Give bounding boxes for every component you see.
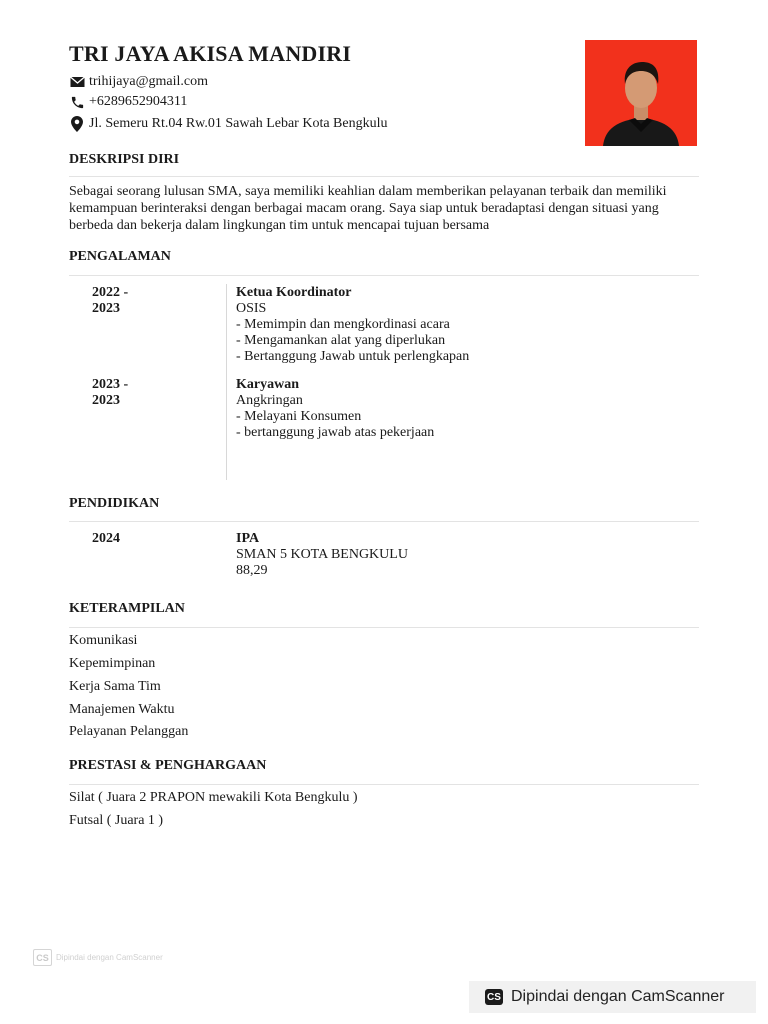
address-text: Jl. Semeru Rt.04 Rw.01 Sawah Lebar Kota Bengkulu	[89, 116, 388, 131]
camscanner-logo-icon: CS	[33, 949, 52, 966]
description-line: berbeda dan bekerja dalam lingkungan tim untuk mencapai tujuan bersama	[69, 218, 490, 233]
watermark-text: Dipindai dengan CamScanner	[56, 953, 163, 962]
badge-text: Dipindai dengan CamScanner	[511, 988, 725, 1005]
date-end: 2023	[92, 393, 120, 408]
experience-detail: - Memimpin dan mengkordinasi acara	[236, 317, 450, 332]
section-title-pendidikan: PENDIDIKAN	[69, 496, 160, 511]
date-start: 2023 -	[92, 377, 129, 392]
section-title-prestasi: PRESTASI & PENGHARGAAN	[69, 758, 267, 773]
experience-detail: - Bertanggung Jawab untuk perlengkapan	[236, 349, 470, 364]
candidate-name: TRI JAYA AKISA MANDIRI	[69, 41, 352, 66]
experience-item	[236, 377, 696, 441]
description-line: kemampuan berinteraksi dengan berbagai macam orang. Saya siap untuk beradaptasi dengan situasi yang	[69, 201, 659, 216]
section-divider	[69, 784, 699, 785]
section-divider	[69, 176, 699, 177]
camscanner-badge	[469, 981, 756, 1013]
phone-icon	[69, 94, 85, 110]
education-item	[236, 531, 696, 579]
skill-item: Pelayanan Pelanggan	[69, 724, 189, 739]
phone-text: +6289652904311	[89, 94, 188, 109]
description-paragraph	[69, 183, 709, 234]
experience-org: Angkringan	[236, 393, 303, 408]
description-line: Sebagai seorang lulusan SMA, saya memiliki keahlian dalam memberikan pelayanan terbaik dan memiliki	[69, 184, 667, 199]
skill-item: Kepemimpinan	[69, 656, 156, 671]
education-year: 2024	[92, 531, 120, 546]
profile-photo	[585, 40, 697, 146]
experience-role: Ketua Koordinator	[236, 285, 352, 300]
section-title-deskripsi: DESKRIPSI DIRI	[69, 152, 180, 167]
education-major: IPA	[236, 531, 260, 546]
section-title-keterampilan: KETERAMPILAN	[69, 601, 185, 616]
envelope-icon	[69, 74, 85, 90]
skill-item: Komunikasi	[69, 633, 138, 648]
contact-phone[interactable]	[69, 92, 187, 112]
section-divider	[69, 275, 699, 276]
education-score: 88,29	[236, 563, 268, 578]
achievement-item: Futsal ( Juara 1 )	[69, 813, 164, 828]
experience-org: OSIS	[236, 301, 267, 316]
date-start: 2022 -	[92, 285, 129, 300]
experience-date	[92, 285, 162, 317]
education-school: SMAN 5 KOTA BENGKULU	[236, 547, 408, 562]
experience-date	[92, 377, 162, 409]
experience-detail: - bertanggung jawab atas pekerjaan	[236, 425, 435, 440]
section-divider	[69, 521, 699, 522]
email-text: trihijaya@gmail.com	[89, 74, 209, 89]
date-end: 2023	[92, 301, 120, 316]
location-pin-icon	[69, 116, 85, 132]
camscanner-watermark-faint	[33, 949, 163, 966]
experience-detail: - Mengamankan alat yang diperlukan	[236, 333, 446, 348]
experience-item	[236, 285, 696, 365]
camscanner-logo-icon: CS	[485, 989, 503, 1005]
achievement-item: Silat ( Juara 2 PRAPON mewakili Kota Bengkulu )	[69, 790, 358, 805]
experience-detail: - Melayani Konsumen	[236, 409, 362, 424]
skill-item: Manajemen Waktu	[69, 702, 175, 717]
experience-role: Karyawan	[236, 377, 299, 392]
section-title-pengalaman: PENGALAMAN	[69, 249, 171, 264]
skill-item: Kerja Sama Tim	[69, 679, 161, 694]
contact-address	[69, 114, 388, 134]
contact-email[interactable]	[69, 72, 208, 92]
timeline-line	[226, 284, 227, 480]
section-divider	[69, 627, 699, 628]
